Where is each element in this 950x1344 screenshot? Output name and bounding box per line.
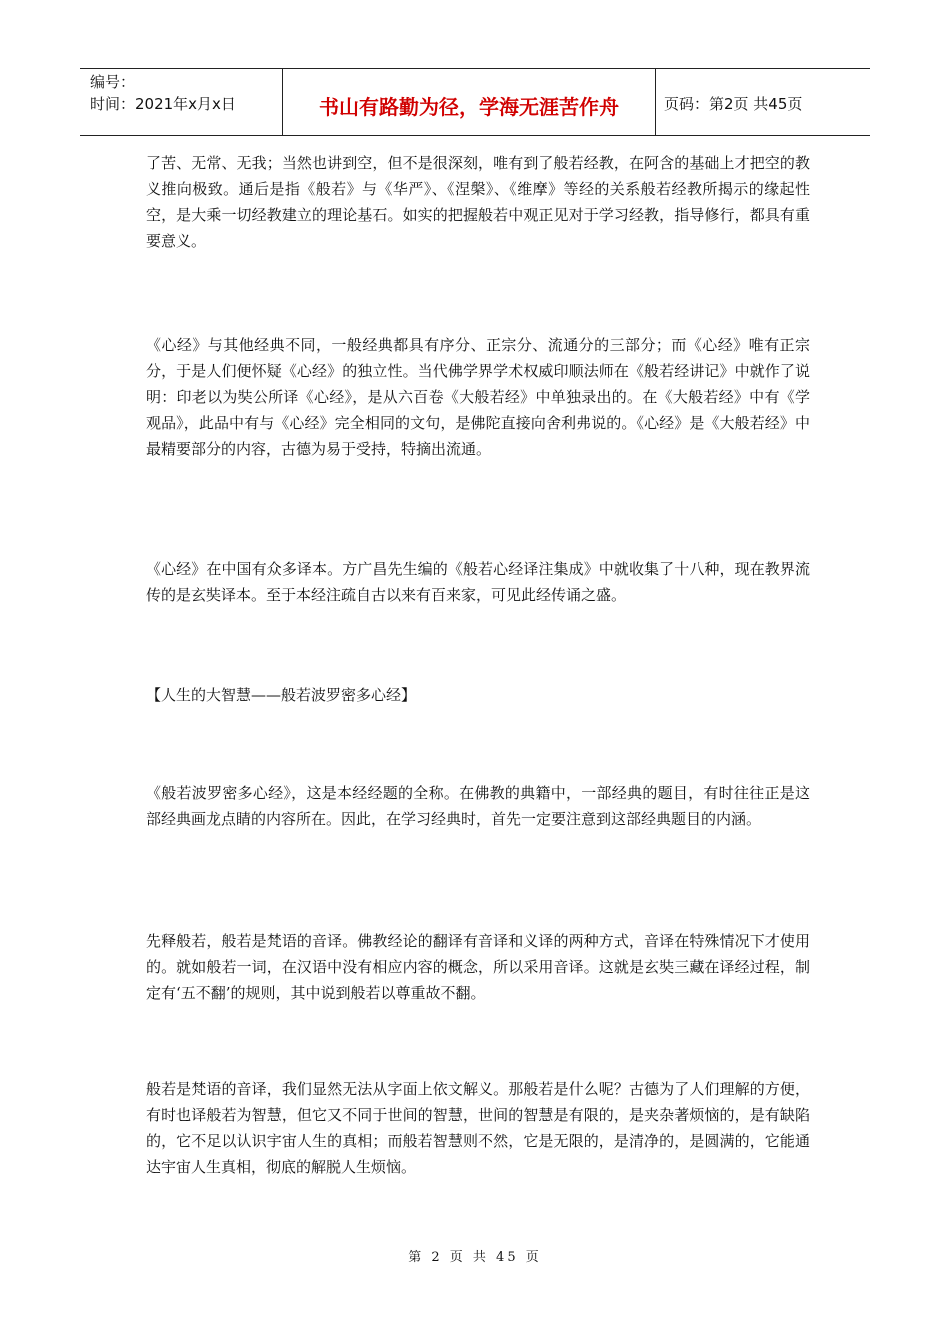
time-label: 时间：2021年x月x日 bbox=[90, 95, 236, 113]
page-info: 页码：第2页 共45页 bbox=[664, 94, 803, 113]
document-header bbox=[80, 68, 870, 136]
paragraph: 般若是梵语的音译，我们显然无法从字面上依文解义。那般若是什么呢？古德为了人们理解的方便，有时也译般若为智慧，但它又不同于世间的智慧，世间的智慧是有限的，是夹杂著烦恼的，是有缺陷的，它不足以认识宇宙人生的真相；而般若智慧则不然，它是无限的，是清净的，是圆满的，它能通达宇宙人生真相，彻底的解脱人生烦恼。 bbox=[146, 1080, 810, 1176]
paragraph: 《心经》在中国有众多译本。方广昌先生编的《般若心经译注集成》中就收集了十八种，现在教界流传的是玄奘译本。至于本经注疏自古以来有百来家，可见此经传诵之盛。 bbox=[146, 560, 810, 604]
paragraph: 先释般若，般若是梵语的音译。佛教经论的翻译有音译和义译的两种方式，音译在特殊情况下才使用的。就如般若一词，在汉语中没有相应内容的概念，所以采用音译。这就是玄奘三藏在译经过程，制定有‘五不翻’的规则，其中说到般若以尊重故不翻。 bbox=[146, 932, 810, 1002]
motto-text: 书山有路勤为径，学海无涯苦作舟 bbox=[319, 94, 619, 119]
page-footer: 第 2 页 共 45 页 bbox=[408, 1250, 542, 1265]
header-motto-cell bbox=[282, 69, 656, 135]
paragraph: 《心经》与其他经典不同，一般经典都具有序分、正宗分、流通分的三部分；而《心经》唯有正宗分，于是人们便怀疑《心经》的独立性。当代佛学界学术权威印顺法师在《般若经讲记》中就作了说明：印老以为奘公所译《心经》，是从六百卷《大般若经》中单独录出的。在《大般若经》中有《学观品》，此品中有与《心经》完全相同的文句，是佛陀直接向舍利弗说的。《心经》是《大般若经》中最精要部分的内容，古德为易于受持，特摘出流通。 bbox=[146, 336, 810, 458]
paragraph: 《般若波罗密多心经》，这是本经经题的全称。在佛教的典籍中，一部经典的题目，有时往往正是这部经典画龙点睛的内容所在。因此，在学习经典时，首先一定要注意到这部经典题目的内涵。 bbox=[146, 784, 810, 828]
section-heading: 【人生的大智慧——般若波罗密多心经】 bbox=[146, 686, 417, 704]
number-label: 编号： bbox=[90, 73, 136, 91]
paragraph: 了苦、无常、无我；当然也讲到空，但不是很深刻，唯有到了般若经教，在阿含的基础上才把空的教义推向极致。通后是指《般若》与《华严》、《涅槃》、《维摩》等经的关系般若经教所揭示的缘起性空，是大乘一切经教建立的理论基石。如实的把握般若中观正见对于学习经教，指导修行，都具有重要意义。 bbox=[146, 154, 810, 250]
header-page-cell bbox=[656, 69, 870, 135]
header-meta-cell bbox=[80, 69, 282, 135]
